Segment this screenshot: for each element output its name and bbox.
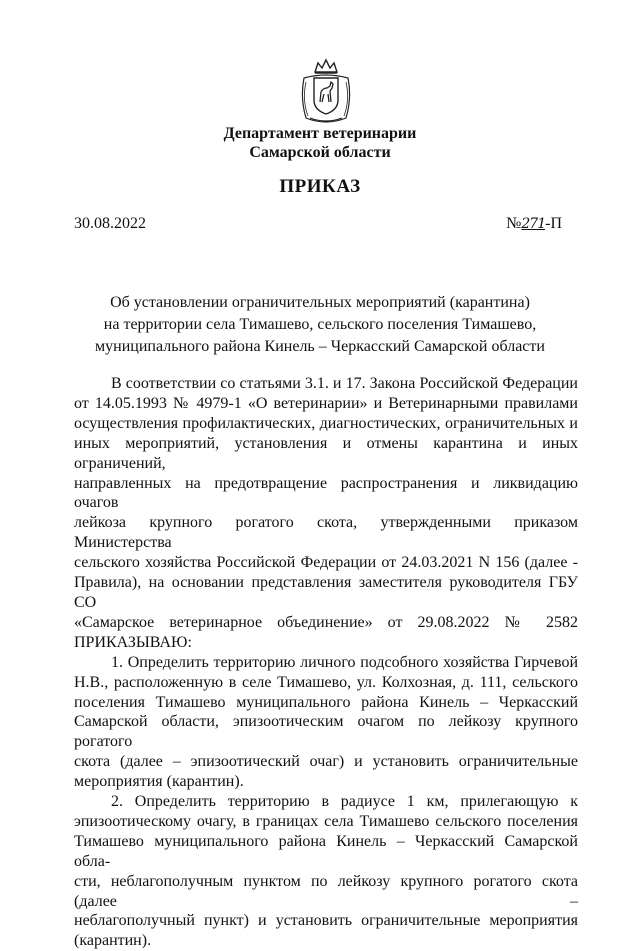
subject-line: Об установлении ограничительных мероприятий (карантина)	[110, 294, 530, 311]
item2-line: эпизоотическому очагу, в границах села Тимашево сельского поселения	[74, 812, 578, 830]
item2-line: (карантин).	[74, 932, 152, 950]
body-line: осуществления профилактических, диагностических, ограничительных и	[74, 414, 578, 432]
item2-line: 2. Определить территорию в радиусе 1 км, прилегающую к	[111, 793, 578, 811]
document-number	[506, 215, 562, 233]
document-subject	[0, 292, 640, 358]
item2-line: неблагополучный пункт) и установить ограничительные мероприятия	[74, 912, 578, 930]
body-line: иных мероприятий, установления и отмены карантина и иных ограничений,	[74, 434, 578, 472]
body-line: Правила), на основании представления заместителя руководителя ГБУ СО	[74, 574, 578, 611]
samara-coat-of-arms-icon	[296, 58, 356, 126]
body-line: В соответствии со статьями 3.1. и 17. Закона Российской Федерации	[111, 375, 578, 392]
body-line: «Самарское ветеринарное объединение» от 29.08.2022 № 2582	[74, 613, 578, 631]
item1-line: скота (далее – эпизоотический очаг) и установить ограничительные	[74, 753, 578, 771]
handwritten-number: 271	[521, 216, 546, 232]
body-line: сельского хозяйства Российской Федерации от 24.03.2021 N 156 (далее -	[74, 554, 578, 572]
item1-line: 1. Определить территорию личного подсобного хозяйства Гирчевой	[111, 653, 578, 671]
document-title: ПРИКАЗ	[279, 176, 361, 197]
item2-line: сти, неблагополучным пунктом по лейкозу крупного рогатого скота (далее –	[74, 872, 578, 910]
item1-line: Самарской области, эпизоотическим очагом по лейкозу крупного рогатого	[74, 713, 578, 751]
order-word: ПРИКАЗЫВАЮ:	[74, 633, 192, 651]
number-suffix: -П	[545, 215, 562, 232]
item1-line: мероприятия (карантин).	[74, 773, 244, 791]
body-line: лейкоза крупного рогатого скота, утвержденными приказом Министерства	[74, 514, 578, 552]
item1-line: Н.В., расположенную в селе Тимашево, ул. Колхозная, д. 111, сельского	[74, 673, 578, 691]
number-prefix: №	[506, 215, 522, 232]
subject-line: на территории села Тимашево, сельского поселения Тимашево,	[103, 316, 537, 333]
body-line: направленных на предотвращение распространения и ликвидацию очагов	[74, 474, 578, 512]
item2-line: Тимашево муниципального района Кинель – Черкасский Самарской обла-	[74, 832, 578, 870]
subject-line: муниципального района Кинель – Черкасский Самарской области	[95, 338, 545, 355]
body-line: от 14.05.1993 № 4979-1 «О ветеринарии» и Ветеринарными правилами	[74, 394, 578, 412]
org-name-line1: Департамент ветеринарии	[223, 125, 417, 142]
org-name-line2: Самарской области	[249, 144, 391, 161]
document-date: 30.08.2022	[74, 215, 146, 232]
document-body	[74, 374, 578, 951]
item1-line: поселения Тимашево муниципального района Кинель – Черкасский	[74, 693, 578, 711]
